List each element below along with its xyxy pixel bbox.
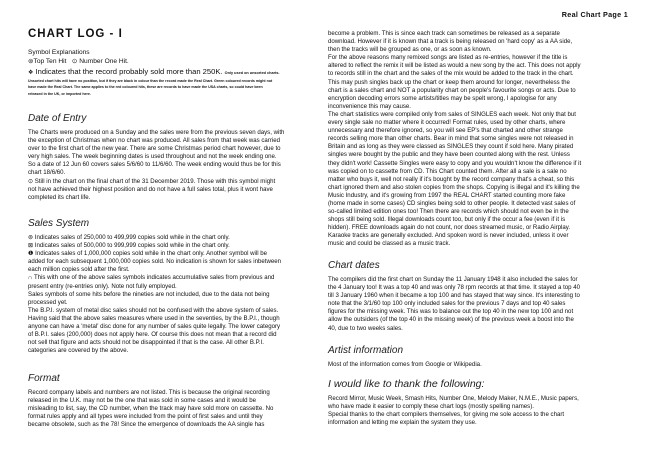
text-line: Record Mirror, Music Week, Smash Hits, Number One, Melody Maker, N.M.E., Music papers, [328,395,579,402]
estimate-text: Indicates that the record probably sold more than 250K. [35,66,223,76]
section-artist-information [328,344,628,369]
text-line: not have achieved their highest position and do not have a full sales total, plus it wont have [28,185,273,193]
text-line: Record company labels and numbers are not listed. This is because the original recording [28,389,270,396]
number-one-label: Number One Hit. [79,57,129,65]
text-line: The Charts were produced on a Sunday and the sales were from the previous seven days, with [28,129,285,136]
section-chart-dates [328,259,628,333]
text-line: The compilers did the first chart on Sunday the 11 January 1948 it also included the sales for [328,276,578,283]
text-line: released in the U.K. may not be the one that was sold in some cases and it would be [28,397,256,405]
text-line: format rules apply and all types were included from the point of first sales and until they [28,413,263,421]
text-line: of B.P.I. sales (200,000) does not apply here. Of course this does not mean that a record did [28,331,277,339]
text-line: misleading to list, say, the CD number, when the track may have sold more on cassette. No [28,405,274,413]
text-line: figures for the missing week. This was to balance out the top 40 in the new top 100 and not [328,308,574,316]
text-line: till 3 January 1960 when it became a top 100 and has stayed that way since. It's interesting to [328,292,580,300]
text-line: was copied on to cassette from CD. This Chart counted them. After all a sale is a sale no [328,167,567,175]
estimate-note: Only used on unsorted charts. [224,70,280,75]
text-line: For the above reasons many remixed songs are listed as re-entries, however if the title is [328,54,568,62]
text-line: So a date of 12 Jun 60 covers sales 5/6/60 to 11/6/60. The week ending would thus be for this [28,161,281,169]
text-line: download. However if it is known that a track is being released on 'hard copy' as a AA side, [328,38,573,46]
symbol-explanations [28,49,328,98]
document-title: CHART LOG - I [28,28,123,40]
text-line: Karaoke tracks are generally excluded. And spoken word is never included, unless it over [328,232,569,240]
text-line: This may push singles back up the chart or keep them around for longer, nevertheless the [328,78,570,86]
text-line: Sales symbols of some hits before the nineties are not included, due to the data not being [28,290,270,298]
text-line: chart 18/6/60. [28,169,66,177]
text-line: inconvenience this may cause. [328,102,411,110]
text-line: completed its chart life. [28,193,91,201]
text-line: to records still in the chart and the sales of the mix would be added to the track in the chart. [328,70,574,78]
text-line: Music Industry, and it's growing from 1997 the REAL CHART started counting more fake [328,191,566,199]
section-heading: Format [28,373,60,384]
symbol-heading: Symbol Explanations [28,49,90,56]
text-line: over to the first chart of the new year. There are some Christmas period chart however, due to [28,145,281,153]
text-line: become a problem. This is since each track can sometimes be released as a separate [328,30,560,37]
text-line: Special thanks to the chart compilers themselves, for giving me sole access to the chart [328,411,565,419]
text-line: ⊙ Still in the chart on the final chart of the 31 December 2019. Those with this symbol might [28,177,276,185]
text-line: the exception of Christmas when no chart was produced. All sales from that week was carried [28,137,280,145]
top-ten-icon: ⊚ [28,57,34,65]
unsorted-note-2: have made the Real Chart. The same applies to the red coloured hits, these are records to have made the USA charts, so could have been [28,85,263,90]
text-line: then the tracks will be grouped as one, or as soon as known. [328,46,492,54]
text-line: anyone can have a 'metal' disc done for any number of sales quite legally. The lower category [28,323,281,331]
text-line: altered to reflect the remix it will be listed as would a new song by the act. This does not apply [328,62,581,70]
page-header-label: Real Chart Page 1 [561,10,628,19]
text-line: not sell that figure and acts should not be disappointed if that is the case. All other B.P.I. [28,339,265,347]
text-line: The chart statistics were compiled only from sales of SINGLES each week. Not only that but [328,110,576,118]
text-line: the 4 January too! It was a top 40 and was only 78 rpm records at that time. It stayed a top 40 [328,284,581,292]
section-heading: Date of Entry [28,113,87,124]
text-line: singles were bought by the public and they have been counted along with the rest. Unless [328,151,570,159]
section-heading: Chart dates [328,260,380,271]
text-line: unnecessary and therefore ignored, so you will see EP's that charted and other strange [328,127,563,135]
unsorted-note-3: released in the UK, or imported here. [28,92,91,97]
text-line: 40, due to two weeks sales. [328,324,403,332]
section-sales-system [28,217,320,355]
section-date-of-entry [28,112,320,202]
text-line: ⊠ Indicates sales of 500,000 to 999,999 copies sold while in the chart only. [28,242,230,250]
text-line: Most of the information comes from Google or Wikipedia. [328,361,482,368]
text-line: information and letting me explain the system they use. [328,419,477,427]
text-line: ⊚ Indicates sales of 250,000 to 499,999 copies sold while in the chart only. [28,234,230,241]
text-line: encryption decoding errors some artists/titles may be spelt wrong, I apologise for any [328,94,557,102]
number-one-icon: ⊙ [71,57,78,65]
text-line: so-called limited edition ones too! Then there are records which should not even be in the [328,208,569,216]
text-line: ∩ This with one of the above sales symbols indicates accumulative sales from previous and [28,274,275,282]
section-heading: I would like to thank the following: [328,378,485,390]
hit-symbols-row [28,58,328,67]
text-line: The B.P.I. system of metal disc sales should not be confused with the above system of sales. [28,306,279,314]
unsorted-note-1: Unsorted chart hits will have no position, but if they are black in colour than the record made the Real Chart. Green coloured records might not [28,78,273,83]
text-line: music and could be classed as a music track. [328,240,451,248]
section-thanks [328,378,628,427]
section-heading: Sales System [28,218,90,229]
top-ten-label: Top Ten Hit [33,57,67,65]
text-line: matter who buys it, well not really if it's bought by the record company that's a cheat, so this [328,175,575,183]
text-line: added for each subsequent 1,000,000 copies sold. No indication is shown for sales inbetween [28,258,282,266]
section-heading: Artist information [328,345,404,356]
text-line: Having said that the above sales measures where used in the seventies, by the B.P.I., though [28,314,280,322]
text-line: very high sales. The week beginning dates is used throughout and not the week ending one. [28,153,277,161]
text-line: became obsolete, such as the 78! Since the emergence of downloads the AA single has [28,421,265,429]
text-line: chart is a sales chart and NOT a popularity chart on people's favourite songs or acts. Due to [328,86,576,94]
text-line: Britain and as long as they were classed as SINGLES they count if sold here. Many pirated [328,143,574,151]
text-line: each million copies sold after the first. [28,266,130,274]
text-line: (home made in some cases) CD singles being sold to other people. It detected vast sales of [328,199,576,207]
estimate-row [28,67,328,78]
text-line: they didn't work! Cassette Singles were easy to copy and you wouldn't know the difference if it [328,159,582,167]
format-continued [328,30,628,249]
text-line: categories are covered by the above. [28,347,129,355]
text-line: note that the 3/1/60 top 100 only included sales for the previous 7 days and top 40 sales [328,300,566,308]
text-line: every single sale no matter where it occurred! Format rules, used by other charts, where [328,119,566,127]
text-line: records selling more than other charts. Bear in mind that some singles were not released in [328,135,574,143]
text-line: shops still being sold. Illegal downloads count too, but only if the occur a fee (even if it is [328,216,566,224]
text-line: processed yet. [28,298,68,306]
text-line: who have made it easier to comply these chart logs (mostly spelling names). [328,403,534,411]
text-line: ❶ Indicates sales of 1,000,000 copies sold while in the chart only. Another symbol will be [28,250,268,258]
text-line: allow the outsiders (of the top 40 in the missing week) of the previous week a boost into the [328,316,574,324]
section-format [28,372,320,429]
text-line: chart ignored them and also stolen copies from the shops. Copying is illegal and it's killing the [328,183,580,191]
diamond-icon: ❖ [28,69,34,76]
text-line: hidden). FREE downloads again do not count, nor does streamed music, or Radio Airplay. [328,224,571,232]
text-line: present entry (re-entries only). Note not fully employed. [28,282,177,290]
